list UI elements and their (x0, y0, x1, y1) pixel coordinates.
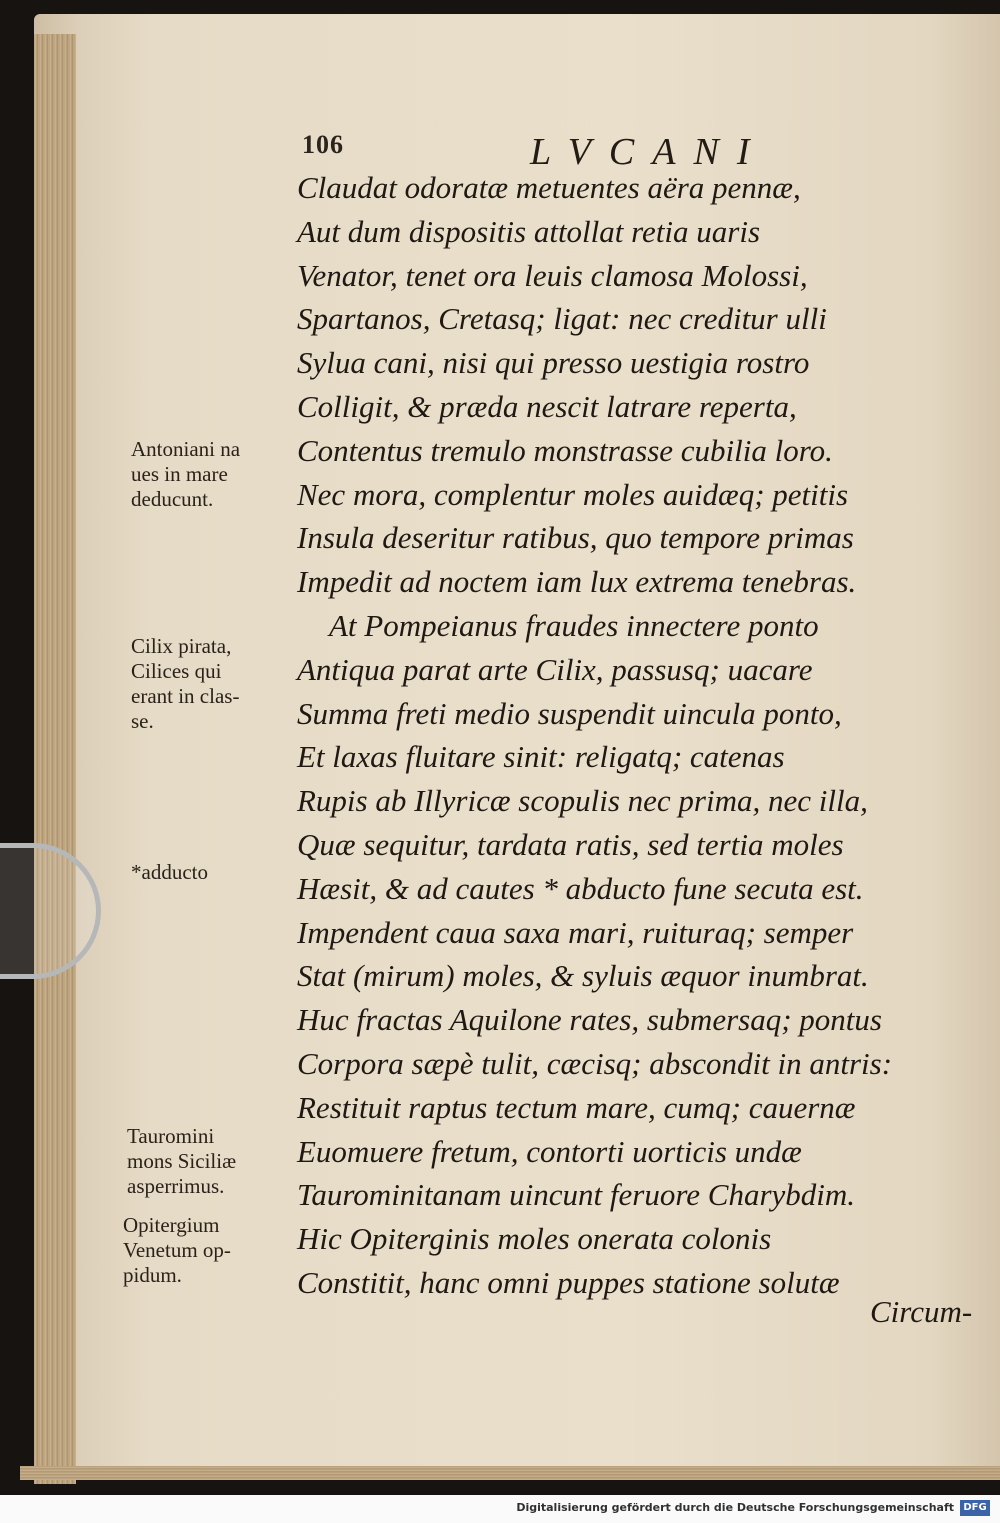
verse-line: Corpora sæpè tulit, cæcisq; abscondit in antris: (297, 1045, 893, 1081)
verse-line: Spartanos, Cretasq; ligat: nec creditur ulli (297, 301, 827, 337)
verse-line: Colligit, & præda nescit latrare reperta, (297, 388, 797, 424)
page-edge (34, 34, 76, 1484)
verse-line: Insula deseritur ratibus, quo tempore primas (297, 520, 854, 556)
verse-line: Restituit raptus tectum mare, cumq; cauernæ (297, 1089, 856, 1125)
margin-note: *adducto (131, 860, 208, 884)
catchword: Circum- (870, 1294, 973, 1329)
margin-note: Antoniani na ues in mare deducunt. (131, 437, 241, 511)
verse-line: Antiqua parat arte Cilix, passusq; uacare (297, 651, 813, 687)
verse-line: Claudat odoratæ metuentes aëra pennæ, (297, 170, 801, 205)
verse-line: Taurominitanam uincunt feruore Charybdim. (297, 1177, 856, 1213)
verse-line: Et laxas fluitare sinit: religatq; catenas (297, 739, 785, 775)
verse-line: Huc fractas Aquilone rates, submersaq; pontus (297, 1002, 882, 1038)
verse-line: Rupis ab Illyricæ scopulis nec prima, nec illa, (297, 783, 868, 819)
margin-note: Opitergium Venetum op- pidum. (123, 1213, 231, 1287)
page-bottom-edge (20, 1466, 1000, 1480)
footer-bar (0, 1495, 1000, 1523)
verse-line: Impedit ad noctem iam lux extrema tenebras. (297, 564, 857, 600)
margin-note: Tauromini mons Siciliæ asperrimus. (127, 1124, 237, 1198)
running-title: LVCANI (530, 131, 768, 173)
verse-line: At Pompeianus fraudes innectere ponto (329, 607, 819, 643)
verse-line: Hic Opiterginis moles onerata colonis (297, 1221, 772, 1257)
verse-line: Hæsit, & ad cautes * abducto fune secuta est. (297, 870, 864, 906)
dfg-logo: DFG (960, 1500, 990, 1516)
verse-line: Nec mora, complentur moles auidæq; petitis (297, 476, 849, 512)
margin-note: Cilix pirata, Cilices qui erant in clas- se. (131, 634, 240, 733)
funding-credit: Digitalisierung gefördert durch die Deutsche Forschungsgemeinschaft (516, 1501, 954, 1514)
verse-line: Constitit, hanc omni puppes statione solutæ (297, 1264, 840, 1300)
verse-line: Venator, tenet ora leuis clamosa Molossi, (297, 257, 808, 293)
page-number: 106 (302, 130, 344, 159)
verse-line: Stat (mirum) moles, & syluis æquor inumbrat. (297, 958, 869, 994)
verse-line: Sylua cani, nisi qui presso uestigia rostro (297, 345, 810, 381)
verse-block (297, 166, 937, 1305)
verse-line: Contentus tremulo monstrasse cubilia loro. (297, 432, 833, 468)
verse-line: Quæ sequitur, tardata ratis, sed tertia moles (297, 826, 844, 862)
verse-line: Summa freti medio suspendit uincula ponto, (297, 695, 842, 731)
verse-line: Impendent caua saxa mari, ruituraq; semper (297, 914, 854, 950)
verse-line: Euomuere fretum, contorti uorticis undæ (297, 1133, 802, 1169)
verse-line: Aut dum dispositis attollat retia uaris (297, 213, 761, 249)
